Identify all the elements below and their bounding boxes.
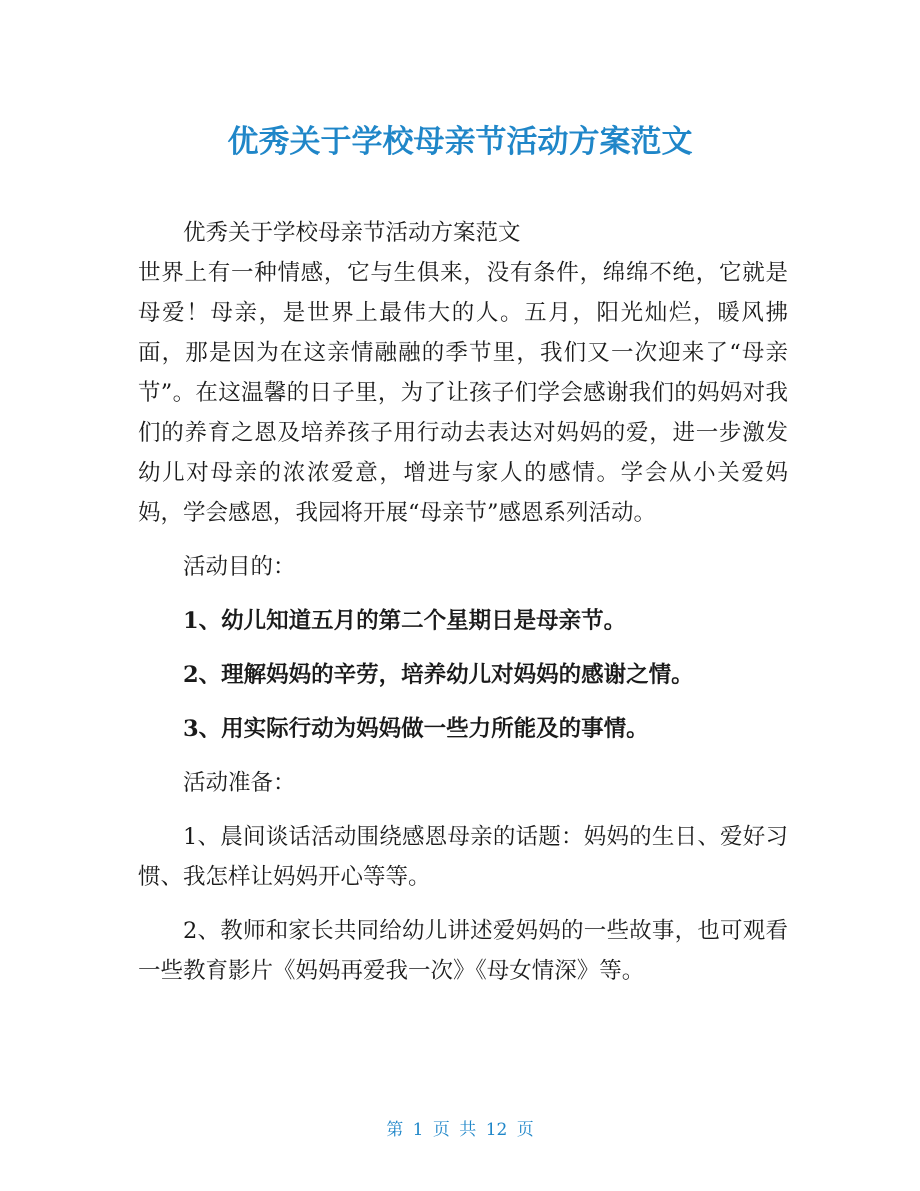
subtitle-paragraph: 优秀关于学校母亲节活动方案范文	[183, 220, 521, 246]
goal-item: 1、幼儿知道五月的第二个星期日是母亲节。	[183, 608, 627, 634]
document-title: 优秀关于学校母亲节活动方案范文	[227, 124, 693, 160]
intro-paragraph: 世界上有一种情感，它与生俱来，没有条件，绵绵不绝，它就是母爱！母亲，是世界上最伟大的人。五月，阳光灿烂，暖风拂面，那是因为在这亲情融融的季节里，我们又一次迎来了“母亲节”。在这温馨的日子里，为了让孩子们学会感谢我们的妈妈对我们的养育之恩及培养孩子用行动去表达对妈妈的爱，进一步激发幼儿对母亲的浓浓爱意，增进与家人的感情。学会从小关爱妈妈，学会感恩，我园将开展“母亲节”感恩系列活动。	[138, 260, 788, 526]
prep-heading: 活动准备：	[183, 770, 296, 796]
goals-heading: 活动目的：	[183, 554, 296, 580]
document-body	[138, 213, 788, 991]
goal-item: 2、理解妈妈的辛劳，培养幼儿对妈妈的感谢之情。	[183, 662, 694, 688]
prep-item: 2、教师和家长共同给幼儿讲述爱妈妈的一些故事，也可观看一些教育影片《妈妈再爱我一次》《母女情深》等。	[138, 918, 788, 984]
page-number-footer: 第 1 页 共 12 页	[386, 1120, 534, 1140]
goal-item: 3、用实际行动为妈妈做一些力所能及的事情。	[183, 716, 649, 742]
prep-item: 1、晨间谈话活动围绕感恩母亲的话题：妈妈的生日、爱好习惯、我怎样让妈妈开心等等。	[138, 824, 788, 890]
